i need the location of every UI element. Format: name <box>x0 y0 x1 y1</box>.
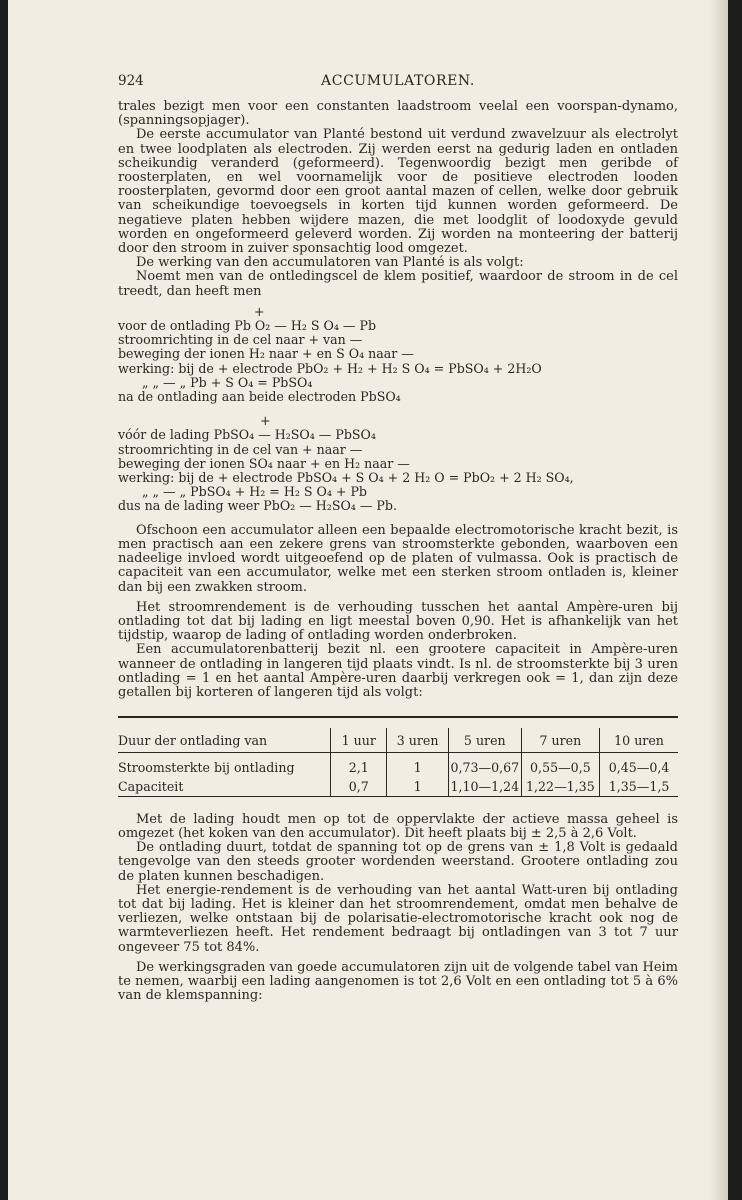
paragraph-8: Met de lading houdt men op tot de oppervlakte der actieve massa geheel is omgezet (het koken van den accumulator). Dit heeft plaats bij ± 2,5 à 2,6 Volt. <box>118 811 678 841</box>
polarity-signs: + <box>254 303 265 319</box>
paragraph-2: De eerste accumulator van Planté bestond uit verdund zwavelzuur als electrolyt en twee loodplaten als electroden. Zij werden eerst na gedurig laden en ontladen scheikundig veranderd (geformeerd). Tegenwoordig bezigt men geribde of roosterplaten, en wel voornamelijk voor de positieve electroden looden roosterplaten, gevormd door een groot aantal mazen of cellen, welke door gebruik van scheikundige toevoegsels in korten tijd kunnen worden geformeerd. De negatieve platen hebben wijdere mazen, die met loodglit of loodoxyde gevuld worden en ongeformeerd geleverd worden. Zij worden na monteering der batterij door den stroom in zuiver sponsachtig lood omgezet. <box>118 127 678 257</box>
table-cell: 0,73—0,67 <box>448 753 521 778</box>
table-cell: 1 <box>387 778 449 797</box>
discharge-line-2: stroomrichting in de cel naar + van — <box>118 332 363 348</box>
table-header-cell: 10 uren <box>600 728 678 753</box>
page-text-block <box>118 74 678 1003</box>
discharge-line-3: beweging der ionen H₂ naar + en S O₄ naar — <box>118 346 414 362</box>
discharge-line-1: voor de ontlading Pb O₂ — H₂ S O₄ — Pb <box>118 318 377 334</box>
paragraph-11: De werkingsgraden van goede accumulatoren zijn uit de volgende tabel van Heim te nemen, waarbij een lading aangenomen is tot 2,6 Volt en een ontlading tot 5 à 6% van de klemspanning: <box>118 959 678 1004</box>
discharge-line-6: na de ontlading aan beide electroden PbSO₄ <box>118 389 401 405</box>
table-header-cell: 3 uren <box>387 728 449 753</box>
charge-line-2: stroomrichting in de cel van + naar — <box>118 441 363 457</box>
paragraph-5: Ofschoon een accumulator alleen een bepaalde electromotorische kracht bezit, is men practisch aan een zekere grens van stroomsterkte gebonden, waarboven een nadeelige invloed wordt uitgeoefend op de platen of vulmassa. Ook is practisch de capaciteit van een accumulator, welke met een sterken stroom ontladen is, kleiner dan bij een zwakken stroom. <box>118 522 678 595</box>
paragraph-4: Noemt men van de ontledingscel de klem positief, waardoor de stroom in de cel treedt, dan heeft men <box>118 269 678 299</box>
discharge-line-5: „ „ — „ Pb + S O₄ = PbSO₄ <box>142 374 313 390</box>
charge-line-4: werking: bij de + electrode PbSO₄ + S O₄ + 2 H₂ O = PbO₂ + 2 H₂ SO₄, <box>118 470 574 486</box>
table-cell: 1,10—1,24 <box>448 778 521 797</box>
table-cell: Stroomsterkte bij ontlading <box>118 760 295 776</box>
table-header-cell: 7 uren <box>521 728 599 753</box>
paragraph-6: Het stroomrendement is de verhouding tusschen het aantal Ampère-uren bij ontlading tot dat bij lading en ligt meestal boven 0,90. Het is afhankelijk van het tijdstip, waarop de lading of ontlading worden onderbroken. <box>118 599 678 644</box>
discharge-equations <box>118 305 678 404</box>
paragraph-3: De werking van den accumulatoren van Planté is als volgt: <box>136 255 524 271</box>
table-cell: 1,35—1,5 <box>600 778 678 797</box>
running-head: ACCUMULATOREN. <box>321 73 475 89</box>
table-top-rule <box>118 716 678 720</box>
page-edge-shadow <box>710 0 728 1200</box>
table-cell: 0,7 <box>331 778 387 797</box>
table-row <box>118 778 678 797</box>
table-header-row <box>118 728 678 753</box>
page-header <box>118 74 678 100</box>
paragraph-1: trales bezigt men voor een constanten laadstroom veelal een voorspan-dynamo, (spanningsopjager). <box>118 99 678 129</box>
table-cell: 0,55—0,5 <box>521 753 599 778</box>
polarity-signs: + <box>260 413 271 429</box>
page-number: 924 <box>118 73 144 89</box>
table-header-cell: 1 uur <box>331 728 387 753</box>
scan-border-left <box>0 0 8 1200</box>
charge-line-1: vóór de lading PbSO₄ — H₂SO₄ — PbSO₄ <box>118 427 376 443</box>
table-header-cell: Duur der ontlading van <box>118 728 331 753</box>
table-cell: 0,45—0,4 <box>600 753 678 778</box>
charge-line-3: beweging der ionen SO₄ naar + en H₂ naar — <box>118 455 410 471</box>
discharge-line-4: werking: bij de + electrode PbO₂ + H₂ + H₂ S O₄ = PbSO₄ + 2H₂O <box>118 360 542 376</box>
capacity-table <box>118 728 678 797</box>
paragraph-9: De ontlading duurt, totdat de spanning tot op de grens van ± 1,8 Volt is gedaald tengevolge van den steeds grooter wordenden weerstand. Grootere ontlading zou de platen kunnen beschadigen. <box>118 840 678 884</box>
paragraph-10: Het energie-rendement is de verhouding van het aantal Watt-uren bij ontlading tot dat bij lading. Het is kleiner dan het stroomrendement, omdat men behalve de verliezen, welke ontstaan bij de polarisatie-electromotorische kracht ook nog de warmteverliezen heeft. Het rendement bedraagt bij ontladingen van 3 tot 7 uur ongeveer 75 tot 84%. <box>118 882 678 955</box>
table-cell: Capaciteit <box>118 778 331 797</box>
charge-line-6: dus na de lading weer PbO₂ — H₂SO₄ — Pb. <box>118 498 397 514</box>
table-cell: 1,22—1,35 <box>521 778 599 797</box>
charge-line-5: „ „ — „ PbSO₄ + H₂ = H₂ S O₄ + Pb <box>142 484 367 500</box>
table-cell: 1 <box>387 753 449 778</box>
scan-border-right <box>728 0 742 1200</box>
paragraph-7: Een accumulatorenbatterij bezit nl. een grootere capaciteit in Ampère-uren wanneer de ontlading in langeren tijd plaats vindt. Is nl. de stroomsterkte bij 3 uren ontlading = 1 en het aantal Ampère-uren daarbij verkregen ook = 1, dan zijn deze getallen bij korteren of langeren tijd als volgt: <box>118 642 678 700</box>
table-header-cell: 5 uren <box>448 728 521 753</box>
charge-equations <box>118 414 678 513</box>
table-cell: 2,1 <box>331 753 387 778</box>
table-row <box>118 753 678 778</box>
